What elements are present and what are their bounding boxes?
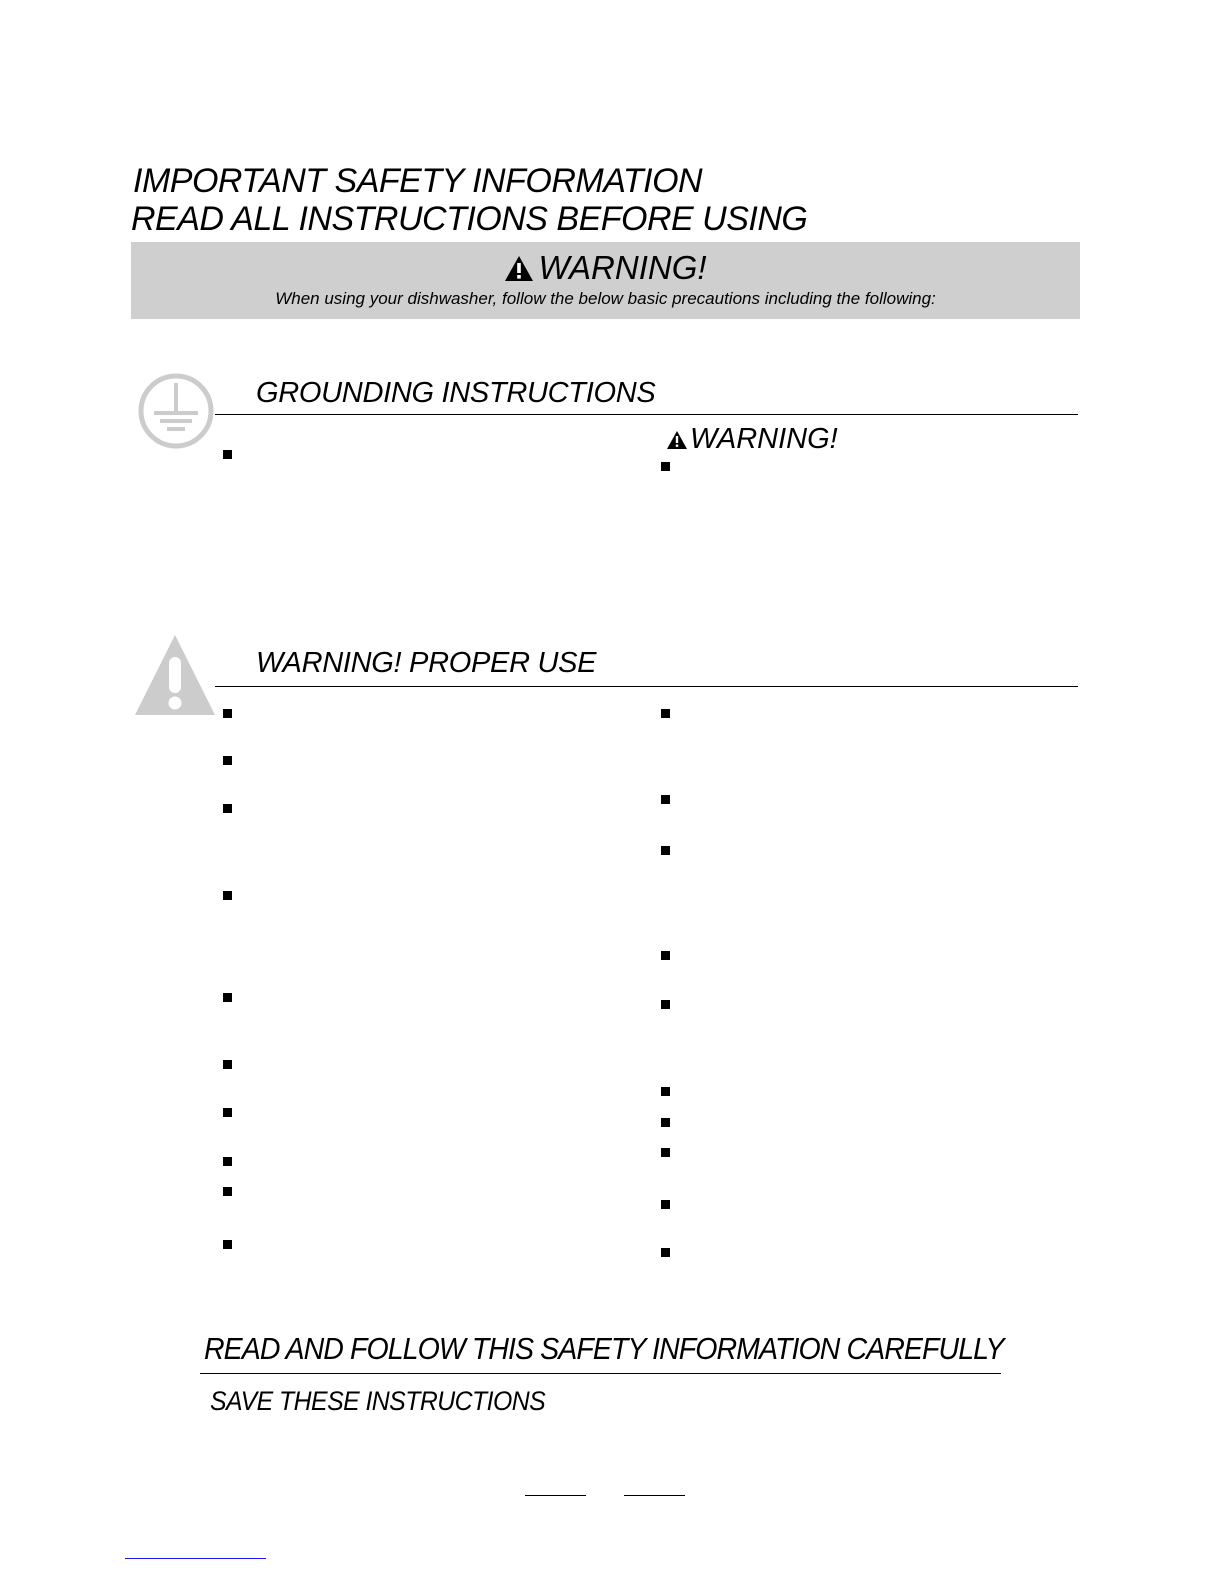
grounding-bullet-left-1 [223,450,232,459]
grounding-heading: GROUNDING INSTRUCTIONS [256,377,656,409]
banner-subtitle: When using your dishwasher, follow the below basic precautions including the following: [275,289,936,308]
proper-use-bullet-right-8 [661,1148,670,1157]
proper-use-bullet-left-1 [223,709,232,718]
warning-triangle-small-icon [666,430,688,450]
proper-use-bullet-left-8 [223,1157,232,1166]
banner-warning-label: WARNING! [538,249,707,286]
proper-use-bullet-left-10 [223,1240,232,1249]
warning-triangle-icon [133,633,217,717]
proper-use-bullet-left-7 [223,1108,232,1117]
grounding-column-warning-label: WARNING! [690,423,838,455]
warning-triangle-icon [504,255,534,282]
proper-use-bullet-left-5 [223,993,232,1002]
footer-title: READ AND FOLLOW THIS SAFETY INFORMATION CAREFULLY [204,1331,1004,1366]
proper-use-bullet-left-6 [223,1060,232,1069]
proper-use-bullet-right-2 [661,795,670,804]
proper-use-bullet-left-4 [223,891,232,900]
grounding-column-warning [666,423,838,455]
page-number-rule-right [624,1495,685,1496]
footer-subtitle: SAVE THESE INSTRUCTIONS [210,1386,546,1416]
proper-use-bullet-left-3 [223,804,232,813]
footer-rule [200,1373,1001,1374]
proper-use-bullet-left-9 [223,1187,232,1196]
proper-use-bullet-right-4 [661,951,670,960]
proper-use-bullet-right-6 [661,1087,670,1096]
page-title-line1: IMPORTANT SAFETY INFORMATION [133,162,703,200]
banner-warning-title [131,248,1080,288]
proper-use-bullet-right-9 [661,1200,670,1209]
proper-use-bullet-right-5 [661,1000,670,1009]
proper-use-heading: WARNING! PROPER USE [256,647,597,679]
grounding-rule [215,414,1078,415]
ground-symbol-icon [138,373,216,451]
page-title-line2: READ ALL INSTRUCTIONS BEFORE USING [131,200,808,238]
proper-use-bullet-right-7 [661,1118,670,1127]
proper-use-bullet-right-10 [661,1248,670,1257]
page-number-rule-left [525,1495,586,1496]
proper-use-bullet-left-2 [223,756,232,765]
proper-use-bullet-right-1 [661,709,670,718]
proper-use-bullet-right-3 [661,846,670,855]
link-underline [125,1558,266,1559]
proper-use-rule [215,686,1078,687]
grounding-bullet-right-1 [661,462,670,471]
warning-banner [131,242,1080,319]
